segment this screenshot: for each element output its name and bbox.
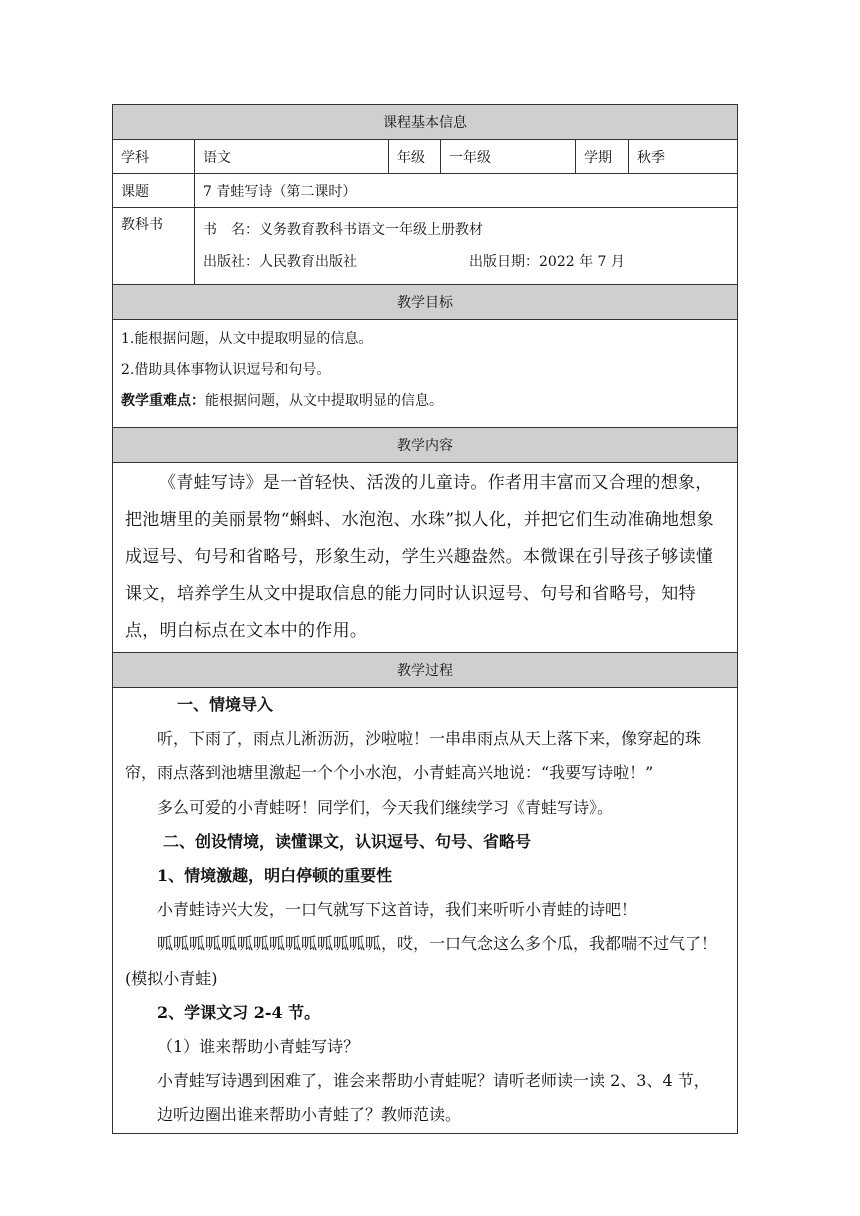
book-name: 书 名：义务教育教科书语文一年级上册教材 xyxy=(203,222,483,238)
subject-row xyxy=(113,140,738,174)
content-header-row xyxy=(113,428,738,463)
topic-row xyxy=(113,174,738,208)
subject-value: 语文 xyxy=(195,140,389,174)
objective-1: 1.能根据问题，从文中提取明显的信息。 xyxy=(121,331,373,347)
section-1-paragraph-2: 多么可爱的小青蛙呀！同学们，今天我们继续学习《青蛙写诗》。 xyxy=(157,797,614,817)
lesson-plan-sheet xyxy=(112,104,737,1134)
grade-value: 一年级 xyxy=(441,140,576,174)
section-2-subheading-2: 2、学课文习 2-4 节。 xyxy=(157,1002,321,1022)
content-paragraph: 《青蛙写诗》是一首轻快、活泼的儿童诗。作者用丰富而又合理的想象，把池塘里的美丽景物“蝌蚪、水泡泡、水珠”拟人化，并把它们生动准确地想象成逗号、句号和省略号，形象生动，学生兴趣盎然。本微课在引导孩子够读懂课文，培养学生从文中提取信息的能力同时认识逗号、句号和省略号，知特点，明白标点在文本中的作用。 xyxy=(125,473,714,641)
objective-2: 2.借助具体事物认识逗号和句号。 xyxy=(121,362,331,378)
section-2-subheading-1: 1、情境激趣，明白停顿的重要性 xyxy=(157,866,393,886)
section-1-paragraph-1: 听，下雨了，雨点儿淅沥沥，沙啦啦！一串串雨点从天上落下来，像穿起的珠帘，雨点落到池塘里激起一个个小水泡，小青蛙高兴地说：“我要写诗啦！” xyxy=(125,729,702,783)
content-title: 教学内容 xyxy=(113,428,738,463)
grade-label: 年级 xyxy=(389,140,441,174)
section-2-paragraph-3: 小青蛙写诗遇到困难了，谁会来帮助小青蛙呢？请听老师读一读 2、3、4 节， xyxy=(157,1071,710,1091)
process-row xyxy=(113,688,738,1134)
section-2-paragraph-2: 呱呱呱呱呱呱呱呱呱呱呱呱呱呱，哎，一口气念这么多个瓜，我都喘不过气了！(模拟小青蛙) xyxy=(125,934,718,988)
key-difficulty xyxy=(121,386,729,417)
key-difficulty-text: 能根据问题，从文中提取明显的信息。 xyxy=(205,393,443,409)
publication-date: 出版日期：2022 年 7 月 xyxy=(469,254,625,270)
basic-info-header-row xyxy=(113,105,738,140)
objectives-title: 教学目标 xyxy=(113,285,738,320)
topic-label: 课题 xyxy=(113,174,195,208)
textbook-info xyxy=(195,208,738,285)
process-body xyxy=(113,688,738,1134)
topic-value: 7 青蛙写诗（第二课时） xyxy=(195,174,738,208)
content-body xyxy=(113,463,738,653)
process-title: 教学过程 xyxy=(113,653,738,688)
content-row xyxy=(113,463,738,653)
textbook-label: 教科书 xyxy=(113,208,195,285)
section-2-paragraph-1: 小青蛙诗兴大发，一口气就写下这首诗，我们来听听小青蛙的诗吧！ xyxy=(157,900,638,920)
process-header-row xyxy=(113,653,738,688)
subject-label: 学科 xyxy=(113,140,195,174)
lesson-plan-table xyxy=(112,104,738,1134)
key-difficulty-label: 教学重难点： xyxy=(121,393,205,409)
section-2-heading: 二、创设情境，读懂课文，认识逗号、句号、省略号 xyxy=(163,831,532,851)
textbook-row xyxy=(113,208,738,285)
objectives-row xyxy=(113,320,738,428)
term-value: 秋季 xyxy=(629,140,738,174)
section-1-heading: 一、情境导入 xyxy=(177,695,274,714)
publisher: 出版社：人民教育出版社 xyxy=(203,254,357,270)
publisher-line xyxy=(203,246,729,278)
section-2-paragraph-4: 边听边圈出谁来帮助小青蛙了？教师范读。 xyxy=(157,1105,462,1125)
objectives-header-row xyxy=(113,285,738,320)
term-label: 学期 xyxy=(576,140,629,174)
section-2-question-1: （1）谁来帮助小青蛙写诗？ xyxy=(157,1037,360,1057)
basic-info-title: 课程基本信息 xyxy=(113,105,738,140)
objectives-body xyxy=(113,320,738,428)
